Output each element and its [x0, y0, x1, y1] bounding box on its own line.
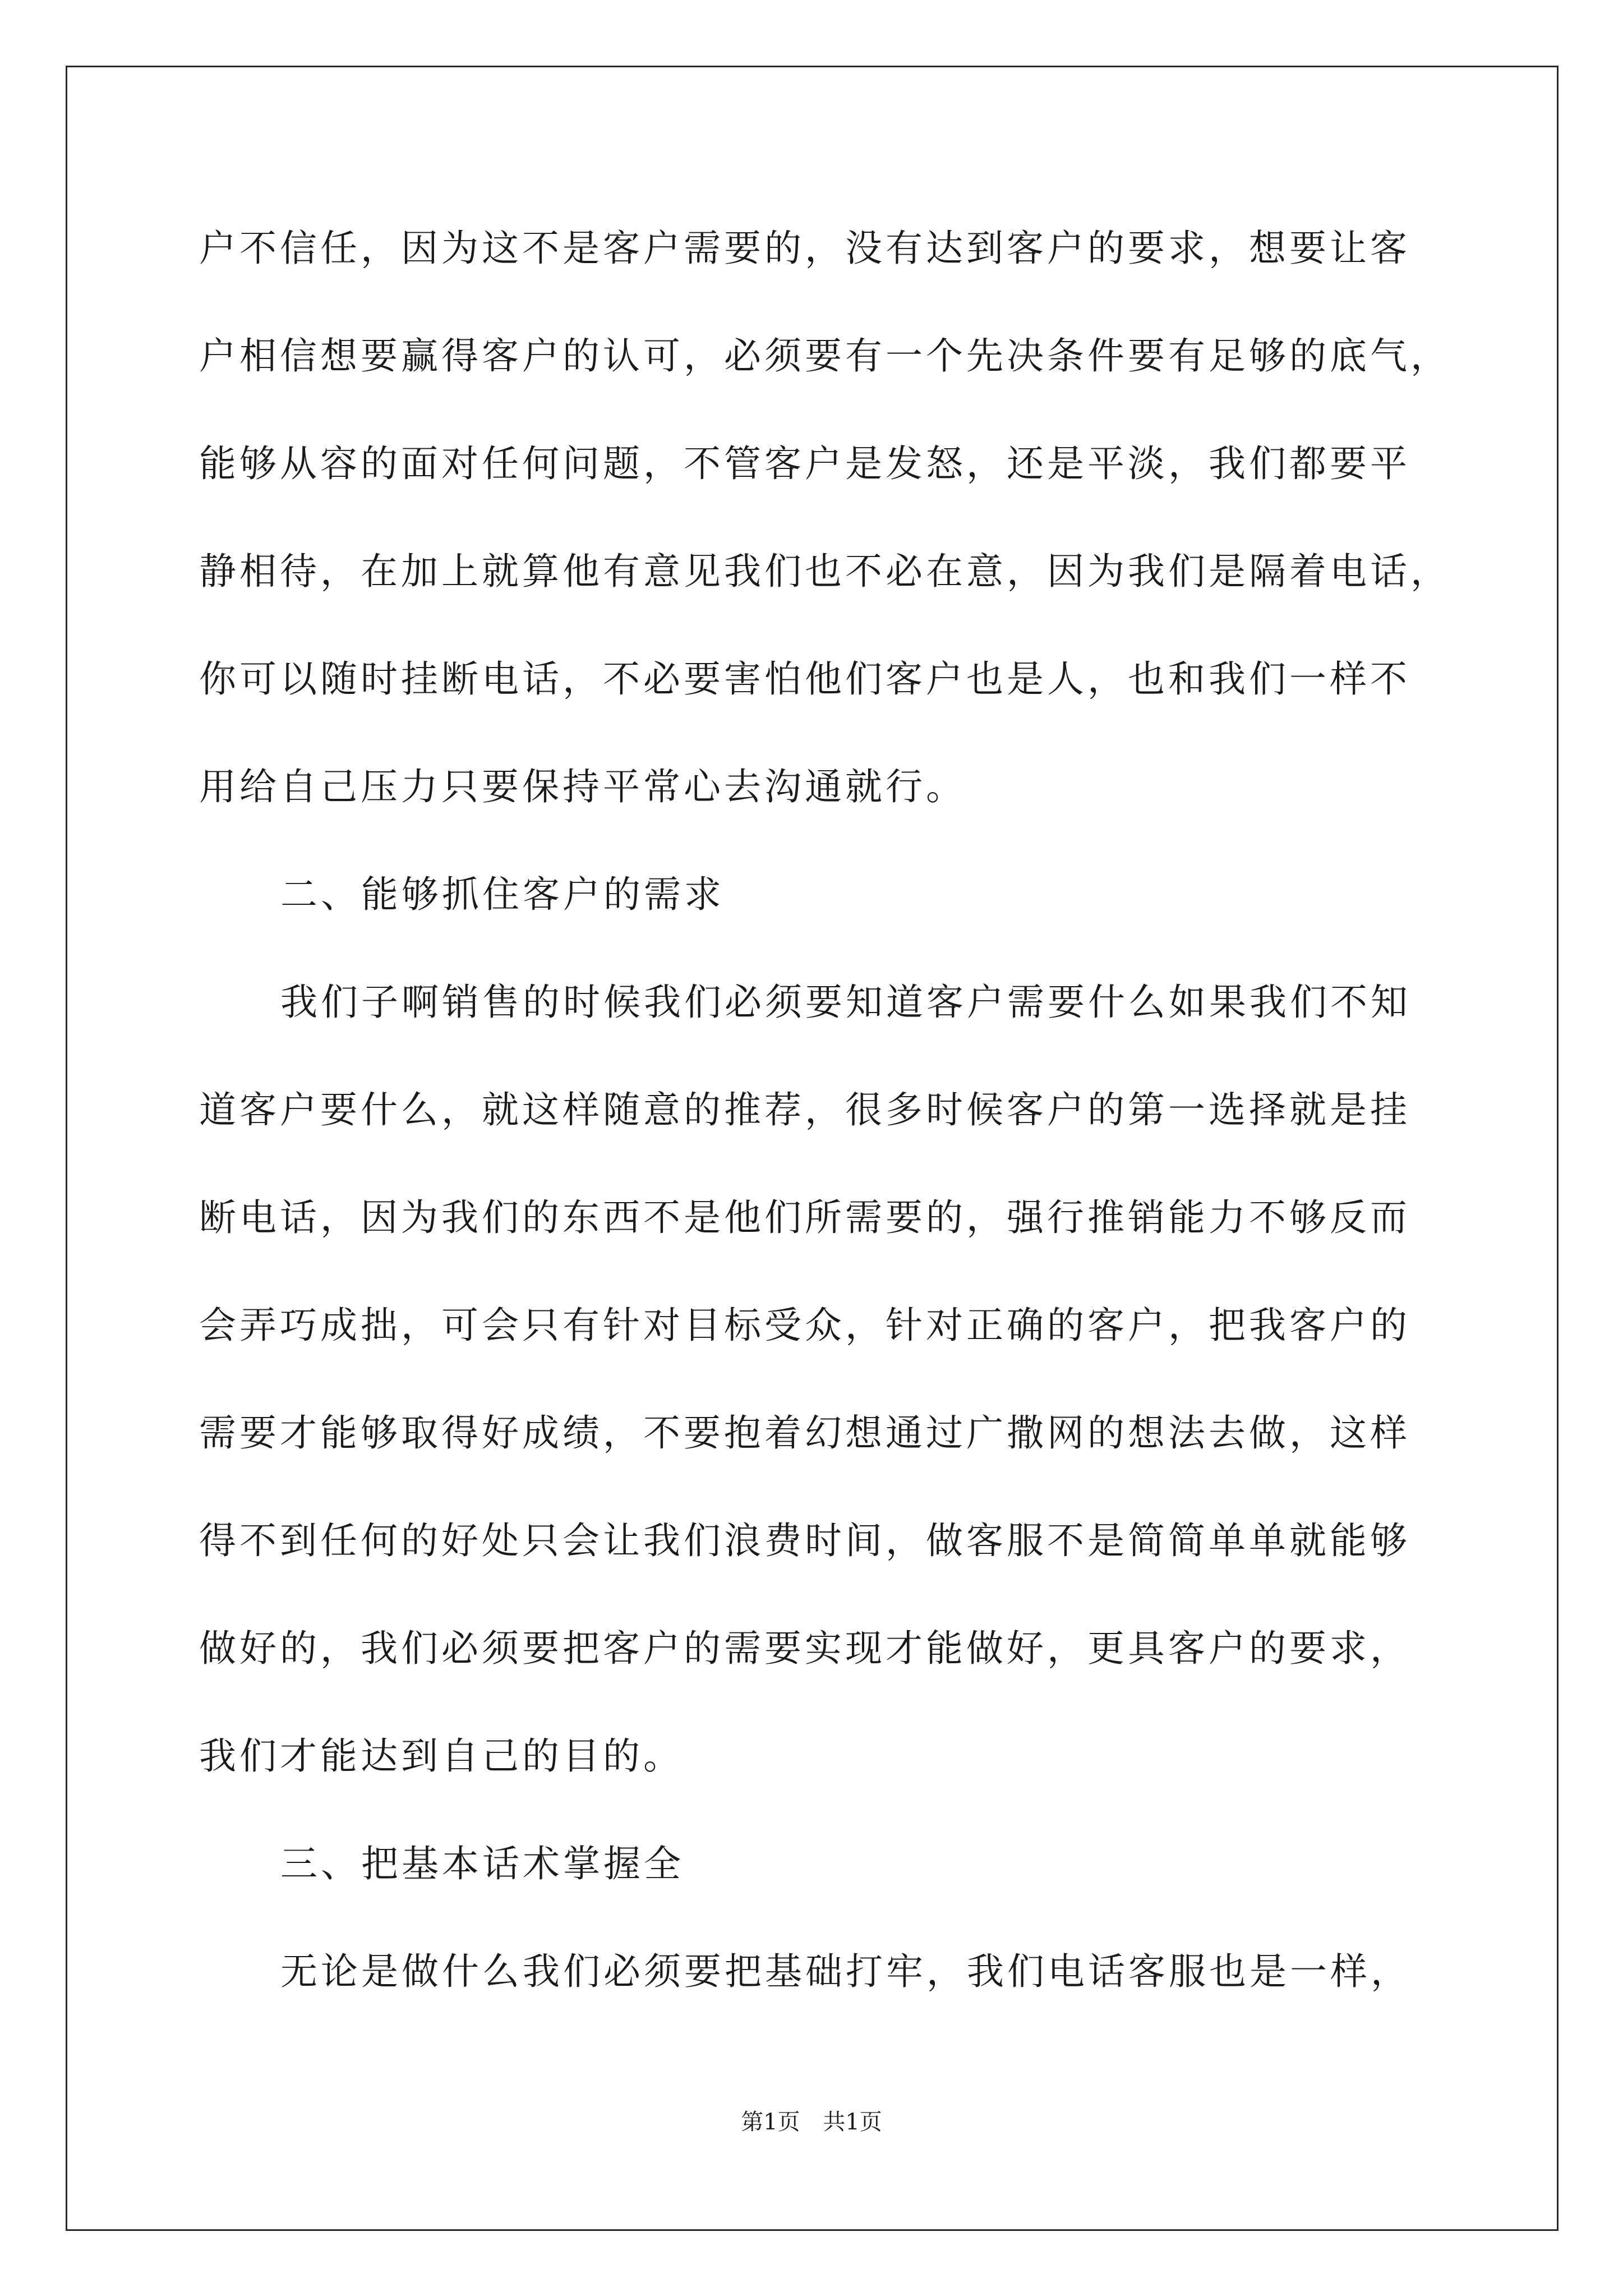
- text-line: 道客户要什么，就这样随意的推荐，很多时候客户的第一选择就是挂: [199, 1088, 1410, 1131]
- text-line: 户不信任，因为这不是客户需要的，没有达到客户的要求，想要让客: [199, 227, 1410, 270]
- page-number-total: 共1页: [823, 2109, 882, 2135]
- text-line: 静相待，在加上就算他有意见我们也不必在意，因为我们是隔着电话，: [199, 550, 1451, 593]
- text-line: 用给自己压力只要保持平常心去沟通就行。: [199, 765, 966, 808]
- text-line: 得不到任何的好处只会让我们浪费时间，做客服不是简简单单就能够: [199, 1519, 1410, 1562]
- page-border: [66, 66, 1559, 2231]
- text-line: 你可以随时挂断电话，不必要害怕他们客户也是人，也和我们一样不: [199, 657, 1410, 701]
- section-heading: 二、能够抓住客户的需求: [280, 873, 725, 916]
- section-heading: 三、把基本话术掌握全: [280, 1842, 684, 1885]
- text-line: 需要才能够取得好成绩，不要抱着幻想通过广撒网的想法去做，这样: [199, 1411, 1410, 1455]
- page-number-current: 第1页: [741, 2109, 800, 2135]
- text-line: 能够从容的面对任何问题，不管客户是发怒，还是平淡，我们都要平: [199, 442, 1410, 485]
- text-line: 我们才能达到自己的目的。: [199, 1734, 684, 1778]
- text-line: 断电话，因为我们的东西不是他们所需要的，强行推销能力不够反而: [199, 1196, 1410, 1239]
- text-line: 我们子啊销售的时候我们必须要知道客户需要什么如果我们不知: [280, 981, 1411, 1024]
- text-line: 会弄巧成拙，可会只有针对目标受众，针对正确的客户，把我客户的: [199, 1304, 1410, 1347]
- text-line: 做好的，我们必须要把客户的需要实现才能做好，更具客户的要求，: [199, 1627, 1410, 1670]
- page-footer: [0, 2108, 1623, 2136]
- text-line: 无论是做什么我们必须要把基础打牢，我们电话客服也是一样，: [280, 1950, 1411, 1993]
- text-line: 户相信想要赢得客户的认可，必须要有一个先决条件要有足够的底气，: [199, 334, 1451, 378]
